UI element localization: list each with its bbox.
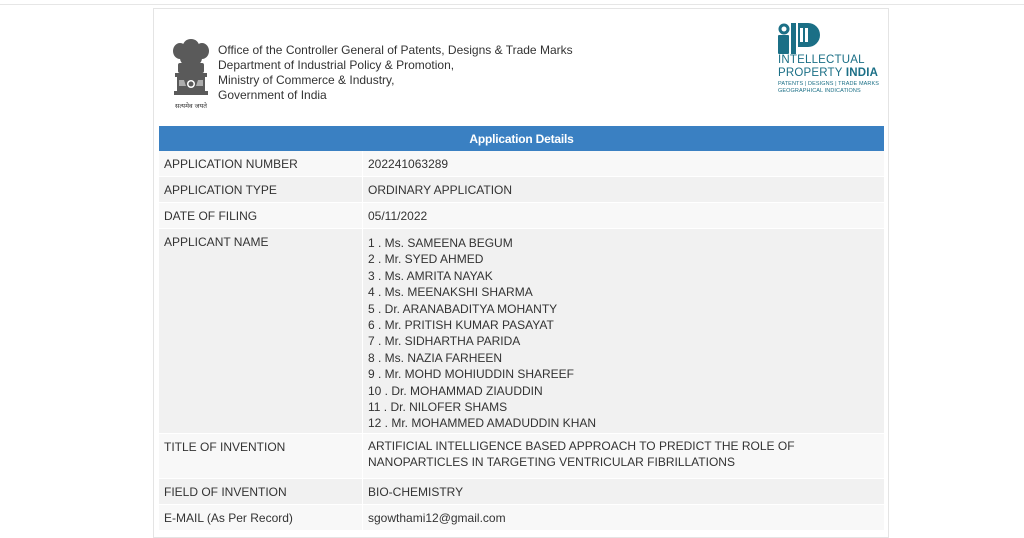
ashoka-emblem-icon bbox=[168, 36, 214, 112]
emblem-caption: सत्यमेव जयते bbox=[175, 102, 207, 110]
list-item: 1 . Ms. SAMEENA BEGUM bbox=[368, 236, 513, 250]
row-date-of-filing bbox=[159, 203, 884, 229]
label-field-of-invention: FIELD OF INVENTION bbox=[159, 479, 363, 504]
page-header bbox=[154, 9, 888, 124]
top-divider bbox=[0, 4, 1024, 5]
office-line-1: Office of the Controller General of Patents, Designs & Trade Marks bbox=[218, 43, 573, 57]
list-item: 6 . Mr. PRITISH KUMAR PASAYAT bbox=[368, 317, 554, 332]
label-application-number: APPLICATION NUMBER bbox=[159, 151, 363, 176]
list-item: 4 . Ms. MEENAKSHI SHARMA bbox=[368, 285, 533, 300]
list-item: 3 . Ms. AMRITA NAYAK bbox=[368, 268, 493, 283]
label-email: E-MAIL (As Per Record) bbox=[159, 505, 363, 530]
office-line-2: Department of Industrial Policy & Promotion, bbox=[218, 58, 455, 72]
row-email bbox=[159, 505, 884, 531]
ip-logo-line2-prefix: PROPERTY bbox=[778, 67, 846, 79]
ip-logo-sub1: PATENTS | DESIGNS | TRADE MARKS bbox=[778, 81, 880, 87]
list-item: 11 . Dr. NILOFER SHAMS bbox=[368, 399, 508, 414]
list-item: 8 . Ms. NAZIA FARHEEN bbox=[368, 350, 503, 365]
label-applicant-name: APPLICANT NAME bbox=[159, 229, 363, 433]
list-item: 7 . Mr. SIDHARTHA PARIDA bbox=[368, 334, 521, 349]
office-line-3: Ministry of Commerce & Industry, bbox=[218, 73, 395, 87]
row-field-of-invention bbox=[159, 479, 884, 505]
table-title: Application Details bbox=[159, 126, 884, 151]
ip-logo-subtitle bbox=[778, 81, 879, 94]
list-item: 5 . Dr. ARANABADITYA MOHANTY bbox=[368, 301, 558, 316]
value-application-number: 202241063289 bbox=[368, 157, 449, 171]
ip-logo-line1: INTELLECTUAL bbox=[778, 54, 865, 66]
list-item: 2 . Mr. SYED AHMED bbox=[368, 252, 484, 267]
application-card bbox=[153, 8, 889, 538]
value-field-of-invention: BIO-CHEMISTRY bbox=[368, 485, 464, 499]
ip-logo-line2 bbox=[778, 67, 878, 79]
list-item: 10 . Dr. MOHAMMAD ZIAUDDIN bbox=[368, 383, 543, 398]
list-item: 9 . Mr. MOHD MOHIUDDIN SHAREEF bbox=[368, 367, 575, 382]
ip-logo-line2-bold: INDIA bbox=[845, 67, 879, 79]
application-details-table bbox=[159, 126, 884, 531]
row-applicant-name bbox=[159, 229, 884, 434]
office-address bbox=[218, 43, 658, 103]
row-application-number bbox=[159, 151, 884, 177]
ip-logo-sub2: GEOGRAPHICAL INDICATIONS bbox=[778, 87, 861, 94]
row-title-of-invention bbox=[159, 434, 884, 479]
value-email: sgowthami12@gmail.com bbox=[368, 511, 506, 525]
value-application-type: ORDINARY APPLICATION bbox=[368, 183, 513, 197]
list-item: 12 . Mr. MOHAMMED AMADUDDIN KHAN bbox=[368, 416, 597, 431]
value-title-of-invention: ARTIFICIAL INTELLIGENCE BASED APPROACH TO PREDICT THE ROLE OF NANOPARTICLES IN TARGETING VENTRICULAR FIBRILLATIONS bbox=[368, 439, 795, 469]
label-application-type: APPLICATION TYPE bbox=[159, 177, 363, 202]
row-application-type bbox=[159, 177, 884, 203]
office-line-4: Government of India bbox=[218, 88, 327, 102]
value-date-of-filing: 05/11/2022 bbox=[368, 209, 428, 223]
label-title-of-invention: TITLE OF INVENTION bbox=[159, 434, 363, 478]
table-rows bbox=[159, 151, 884, 531]
applicant-list bbox=[363, 229, 884, 433]
label-date-of-filing: DATE OF FILING bbox=[159, 203, 363, 228]
